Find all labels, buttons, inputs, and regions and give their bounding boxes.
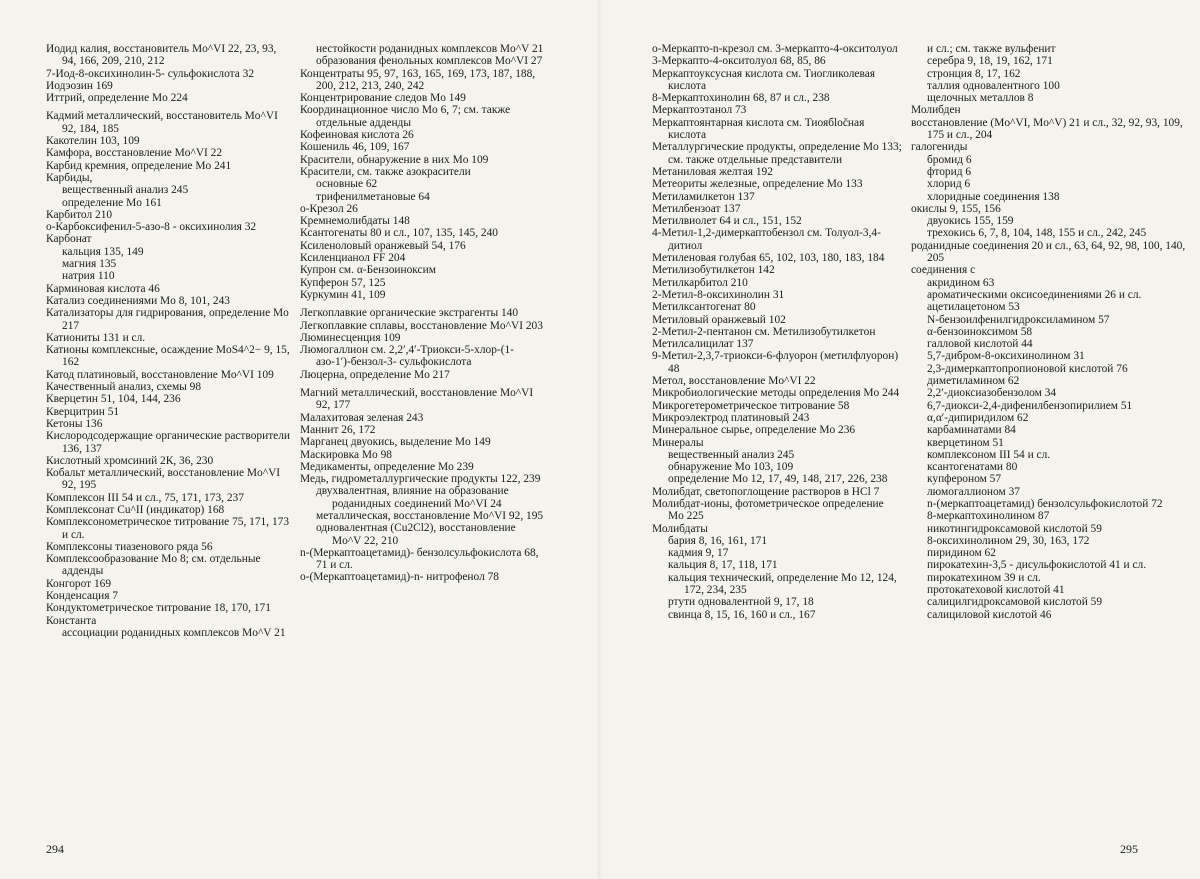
page-number-right: 295 [1120, 842, 1138, 856]
index-entry: Камфора, восстановление Mo^VI 22 [46, 147, 223, 160]
index-entry: Иодид калия, восстановитель Mo^VI 22, 23, 93, 94, 166, 209, 210, 212 [46, 43, 277, 68]
index-entry: купфероном 57 [927, 473, 1002, 486]
index-entry: Иодэозин 169 [46, 79, 113, 92]
index-entry: Кремнемолибдаты 148 [300, 215, 410, 228]
index-entry: двуокись 155, 159 [927, 215, 1014, 228]
index-entry: серебра 9, 18, 19, 162, 171 [927, 55, 1053, 68]
index-entry: Комплексообразование Mo 8; см. отдельные адденды [46, 553, 261, 578]
index-entry: Константа [46, 614, 97, 627]
index-entry: диметиламином 62 [927, 375, 1020, 388]
index-entry: ртути одновалентной 9, 17, 18 [668, 596, 814, 609]
index-entry: Комплексонометрическое титрование 75, 171, 173 и сл. [46, 516, 290, 541]
index-entry: пиридином 62 [927, 547, 996, 560]
index-entry: салициловой кислотой 46 [927, 608, 1052, 621]
index-entry: о-Крезол 26 [300, 202, 358, 215]
index-entry: 9-Метил-2,3,7-триокси-6-флуорон (метилфлуорон) 48 [652, 350, 899, 375]
index-entry: Молибдат, светопоглощение растворов в HCl 7 [652, 485, 880, 498]
index-entry: Красители, обнаружение в них Mo 109 [300, 153, 489, 166]
index-entry: Комплексонат Cu^II (индикатор) 168 [46, 503, 225, 516]
index-entry: Катод платиновый, восстановление Mo^VI 109 [46, 368, 274, 381]
index-entry: окислы 9, 155, 156 [911, 202, 1001, 215]
index-entry: двухвалентная, влияние на образование роданидных соединений Mo^VI 24 [316, 485, 509, 510]
index-entry: Микрогетерометрическое титрование 58 [652, 399, 850, 412]
index-entry: Маскировка Mo 98 [300, 448, 392, 461]
index-entry: Метилсалицилат 137 [652, 338, 754, 351]
index-entry: Метиленовая голубая 65, 102, 103, 180, 183, 184 [652, 252, 885, 265]
index-entry: Карбонат [46, 233, 92, 246]
index-entry: Люцерна, определение Mo 217 [300, 368, 450, 381]
index-entry: Карминовая кислота 46 [46, 282, 160, 295]
index-entry: Медикаменты, определение Mo 239 [300, 460, 474, 473]
index-entry: Купрон см. α-Бензоиноксим [300, 264, 436, 277]
index-entry: Карбитол 210 [46, 208, 113, 221]
index-entry: Молибдаты [652, 522, 708, 535]
index-entry: Минералы [652, 436, 704, 449]
index-entry: 2-Метил-2-пентанон см. Метилизобутилкетон [652, 325, 876, 338]
index-entry: бария 8, 16, 161, 171 [668, 534, 768, 547]
index-entry: 2,3-димеркаптопропионовой кислотой 76 [927, 362, 1128, 375]
index-entry: обнаружение Mo 103, 109 [668, 461, 794, 474]
index-entry: трехокись 6, 7, 8, 104, 148, 155 и сл., 242, 245 [927, 227, 1147, 240]
index-entry: Люмогаллион см. 2,2′,4′-Триокси-5-хлор-(1-азо-1′)-бензол-3- сульфокислота [300, 344, 514, 369]
index-entry: галогениды [911, 141, 968, 154]
index-entry: салицилгидроксамовой кислотой 59 [927, 596, 1103, 609]
index-entry: Кетоны 136 [46, 417, 103, 430]
index-entry: N-бензоилфенилгидроксиламином 57 [927, 313, 1110, 326]
index-entry: Метилксантогенат 80 [652, 301, 756, 314]
index-entry: 8-меркаптохинолином 87 [927, 510, 1050, 523]
index-entry: одновалентная (Cu2Cl2), восстановление Mo^V 22, 210 [316, 522, 516, 547]
index-entry: Микроэлектрод платиновый 243 [652, 411, 810, 424]
index-entry: 6,7-диокси-2,4-дифенилбензопирилием 51 [927, 399, 1133, 412]
index-entry: Ксантогенаты 80 и сл., 107, 135, 145, 240 [300, 227, 498, 240]
index-entry: основные 62 [316, 178, 378, 191]
index-entry: Катализ соединениями Mo 8, 101, 243 [46, 294, 230, 307]
index-entry: кадмия 9, 17 [668, 547, 729, 560]
index-entry: Малахитовая зеленая 243 [300, 411, 424, 424]
index-entry: Кофеиновая кислота 26 [300, 129, 414, 142]
index-entry: ароматическими оксисоединениями 26 и сл. [927, 288, 1142, 301]
index-entry: Кошениль 46, 109, 167 [300, 141, 410, 154]
index-entry: кальция 8, 17, 118, 171 [668, 559, 778, 572]
index-entry: галловой кислотой 44 [927, 338, 1033, 351]
index-entry: Метол, восстановление Mo^VI 22 [652, 375, 816, 388]
index-entry: Метилизобутилкетон 142 [652, 264, 775, 277]
index-column-right-2 [911, 43, 1191, 621]
index-entry: Медь, гидрометаллургические продукты 122, 239 [300, 473, 541, 486]
index-entry: натрия 110 [62, 270, 115, 283]
index-entry: протокатеховой кислотой 41 [927, 584, 1065, 597]
index-entry: Магний металлический, восстановление Mo^VI 92, 177 [300, 387, 534, 412]
index-entry: Катализаторы для гидрирования, определение Mo 217 [46, 307, 289, 332]
index-entry: соединения с [911, 264, 976, 277]
index-entry: определение Mo 12, 17, 49, 148, 217, 226, 238 [668, 473, 888, 486]
index-entry: ксантогенатами 80 [927, 461, 1018, 474]
index-entry: n-(меркаптоацетамид) бензолсульфокислотой 72 [927, 497, 1163, 510]
index-entry: Кислородсодержащие органические растворители 136, 137 [46, 430, 291, 455]
index-entry: бромид 6 [927, 153, 972, 166]
index-entry: Кондуктометрическое титрование 18, 170, 171 [46, 602, 271, 615]
index-entry: Кверцетин 51, 104, 144, 236 [46, 393, 181, 406]
index-column-right-1 [652, 43, 902, 621]
index-entry: стронция 8, 17, 162 [927, 67, 1021, 80]
index-entry: Качественный анализ, схемы 98 [46, 381, 202, 394]
index-entry: 8-оксихинолином 29, 30, 163, 172 [927, 534, 1090, 547]
index-entry: 3-Меркапто-4-окситолуол 68, 85, 86 [652, 55, 826, 68]
index-entry: ацетилацетоном 53 [927, 301, 1020, 314]
index-entry: Метилбензоат 137 [652, 202, 741, 215]
index-entry: 2-Метил-8-оксихинолин 31 [652, 288, 785, 301]
index-entry: Концентраты 95, 97, 163, 165, 169, 173, 187, 188, 200, 212, 213, 240, 242 [300, 67, 536, 92]
index-entry: Молибдат-ионы, фотометрическое определение Mo 225 [652, 497, 884, 523]
index-column-left-2 [300, 43, 545, 584]
index-entry: 8-Меркаптохинолин 68, 87 и сл., 238 [652, 92, 830, 105]
index-entry: роданидные соединения 20 и сл., 63, 64, 92, 98, 100, 140, 205 [911, 239, 1186, 265]
index-entry: 4-Метил-1,2-димеркаптобензол см. Толуол-3,4-дитиол [652, 227, 881, 252]
index-entry: Какотелин 103, 109 [46, 135, 140, 148]
index-entry: Купферон 57, 125 [300, 276, 386, 289]
index-entry: Куркумин 41, 109 [300, 288, 386, 301]
index-entry: Конденсация 7 [46, 590, 118, 603]
index-entry: никотингидроксамовой кислотой 59 [927, 522, 1102, 535]
index-entry: кальция технический, определение Mo 12, 124, 172, 234, 235 [668, 571, 897, 597]
index-entry: Меркаптоэтанол 73 [652, 104, 747, 117]
index-entry: Ксиленоловый оранжевый 54, 176 [300, 239, 466, 252]
index-entry: Метаниловая желтая 192 [652, 165, 773, 178]
index-entry: нестойкости роданидных комплексов Mo^V 21 [316, 43, 544, 55]
index-entry: о-(Меркаптоацетамид)-n- нитрофенол 78 [300, 571, 499, 584]
index-entry: пирокатехином 39 и сл. [927, 571, 1041, 584]
index-entry: Кверцитрин 51 [46, 405, 120, 418]
index-column-left-1 [46, 43, 290, 639]
index-entry: люмогаллионом 37 [927, 485, 1020, 498]
index-entry: акридином 63 [927, 276, 995, 289]
index-entry: магния 135 [62, 258, 117, 271]
index-entry: Маннит 26, 172 [300, 423, 376, 436]
index-entry: карбаминатами 84 [927, 424, 1016, 437]
index-entry: Метиламилкетон 137 [652, 190, 755, 203]
index-entry: Ксиленцианол FF 204 [300, 252, 406, 265]
index-entry: Конгорот 169 [46, 577, 112, 590]
index-entry: Кадмий металлический, восстановитель Mo^VI 92, 184, 185 [46, 110, 278, 135]
index-entry: кверцетином 51 [927, 436, 1004, 449]
index-entry: комплексоном III 54 и сл. [927, 448, 1051, 461]
index-entry: о-Карбоксифенил-5-азо-8 - оксихинолия 32 [46, 221, 257, 234]
index-entry: вещественный анализ 245 [668, 448, 795, 461]
index-entry: Кислотный хромсиний 2К, 36, 230 [46, 454, 214, 467]
index-entry: Метеориты железные, определение Mo 133 [652, 178, 863, 191]
index-entry: Люминесценция 109 [300, 331, 401, 344]
index-entry: таллия одновалентного 100 [927, 79, 1060, 92]
index-entry: Меркаптоянтарная кислота см. Тиоябločная кислота [652, 116, 865, 142]
index-entry: хлорид 6 [927, 178, 971, 191]
index-entry: Концентрирование следов Mo 149 [300, 92, 466, 105]
index-entry: Метилвиолет 64 и сл., 151, 152 [652, 215, 802, 228]
index-entry: Меркаптоуксусная кислота см. Тиогликолевая кислота [652, 67, 876, 92]
index-entry: 5,7-дибром-8-оксихинолином 31 [927, 350, 1085, 363]
right-page [600, 0, 1200, 879]
index-entry: Метиловый оранжевый 102 [652, 313, 786, 326]
index-entry: Кобальт металлический, восстановление Mo^VI 92, 195 [46, 467, 281, 492]
index-entry: Метилкарбитол 210 [652, 276, 748, 289]
index-entry: щелочных металлов 8 [927, 92, 1034, 105]
index-entry: Легкоплавкие органические экстрагенты 140 [300, 307, 519, 320]
index-entry: кальция 135, 149 [62, 245, 144, 258]
index-entry: и сл.; см. также вульфенит [927, 43, 1056, 55]
index-entry: ассоциации роданидных комплексов Mo^V 21 [62, 626, 286, 639]
index-entry: Координационное число Mo 6, 7; см. также отдельные адденды [300, 104, 511, 129]
index-entry: Катионы комплексные, осаждение MoS4^2− 9, 15, 162 [46, 344, 290, 369]
index-entry: образования фенольных комплексов Mo^VI 27 [316, 55, 543, 68]
index-entry: восстановление (Mo^VI, Mo^V) 21 и сл., 32, 92, 93, 109, 175 и сл., 204 [911, 116, 1183, 142]
index-entry: металлическая, восстановление Mo^VI 92, 195 [316, 509, 544, 522]
index-entry: 7-Иод-8-оксихинолин-5- сульфокислота 32 [46, 67, 255, 80]
index-entry: фторид 6 [927, 165, 972, 178]
index-entry: Иттрий, определение Mo 224 [46, 92, 188, 105]
index-entry: n-(Меркаптоацетамид)- бензолсульфокислота 68, 71 и сл. [300, 546, 539, 572]
index-entry: хлоридные соединения 138 [927, 190, 1060, 203]
index-entry: Катиониты 131 и сл. [46, 331, 146, 344]
index-entry: свинца 8, 15, 16, 160 и сл., 167 [668, 608, 816, 621]
index-entry: α,α′-дипиридилом 62 [927, 411, 1029, 424]
index-entry: 2,2′-диоксиазобензолом 34 [927, 387, 1057, 400]
index-entry: Комплексоны тиазенового ряда 56 [46, 540, 213, 553]
index-entry: Карбид кремния, определение Mo 241 [46, 159, 232, 172]
page-number-left: 294 [46, 842, 64, 856]
index-entry: определение Mo 161 [62, 196, 162, 209]
index-entry: Минеральное сырье, определение Mo 236 [652, 424, 856, 437]
index-entry: Молибден [911, 104, 961, 117]
index-entry: Микробиологические методы определения Mo 244 [652, 387, 900, 400]
index-entry: Металлургические продукты, определение Mo 133; см. также отдельные представители [652, 141, 902, 166]
index-entry: о-Меркапто-n-крезол см. 3-меркапто-4-окситолуол [652, 43, 898, 55]
index-entry: пирокатехин-3,5 - дисульфокислотой 41 и сл. [927, 559, 1147, 572]
index-entry: трифенилметановые 64 [316, 190, 430, 203]
index-entry: α-бензоиноксимом 58 [927, 325, 1033, 338]
index-entry: Легкоплавкие сплавы, восстановление Mo^VI 203 [300, 319, 543, 332]
index-entry: Комплексон III 54 и сл., 75, 171, 173, 237 [46, 491, 244, 504]
index-entry: Красители, см. также азокрасители [300, 165, 471, 178]
index-entry: вещественный анализ 245 [62, 184, 189, 197]
index-entry: Карбиды, [46, 171, 93, 184]
index-entry: Марганец двуокись, выделение Mo 149 [300, 436, 491, 449]
